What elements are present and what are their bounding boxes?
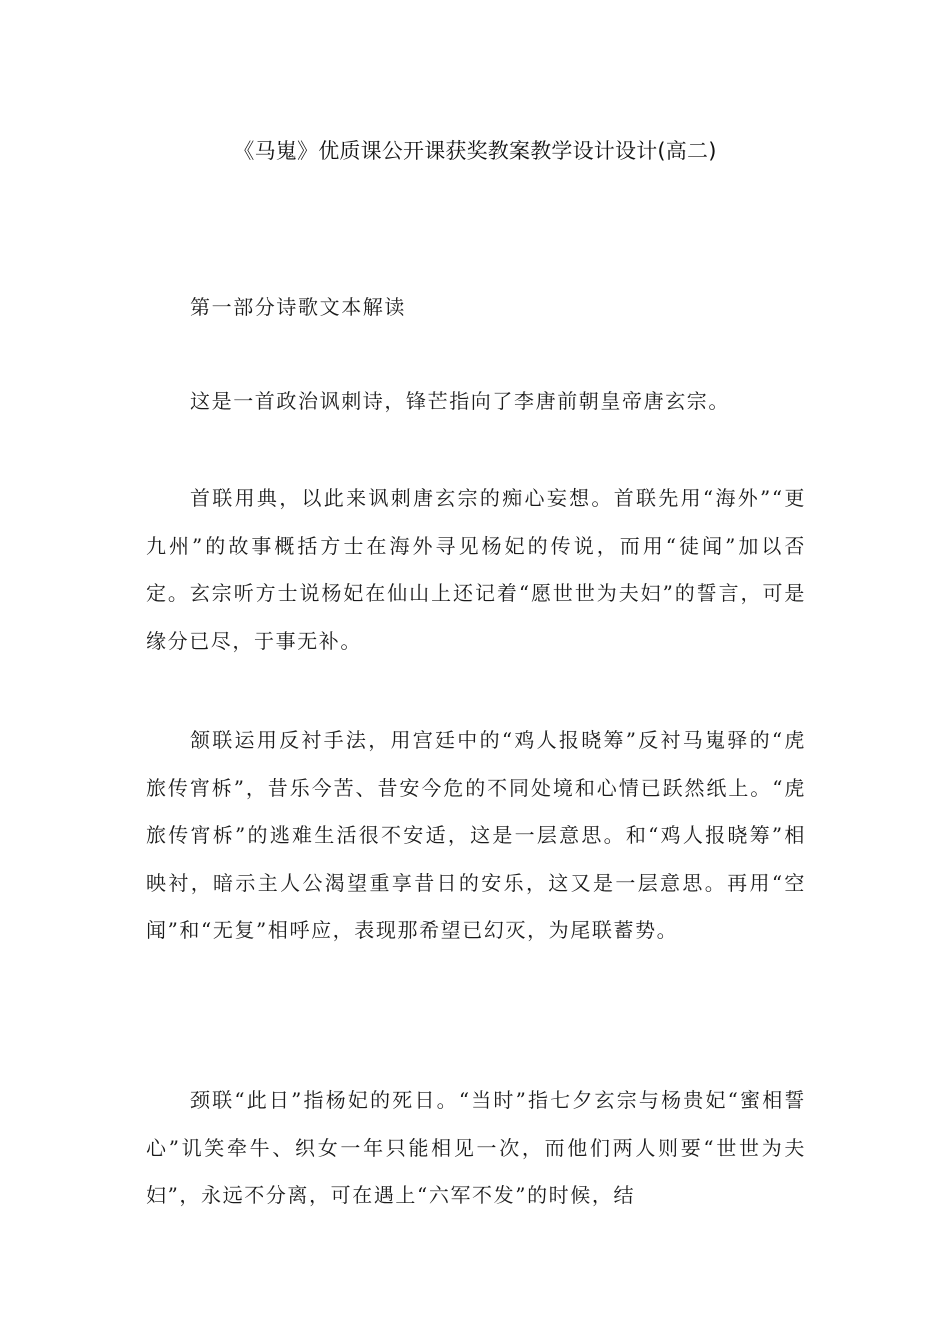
paragraph-third-couplet: 颈联“此日”指杨妃的死日。“当时”指七夕玄宗与杨贵妃“蜜相誓心”讥笑牵牛、织女一年只能相见一次，而他们两人则要“世世为夫妇”，永远不分离，可在遇上“六军不发”的时候，结	[146, 1088, 806, 1207]
paragraph-second-couplet: 颔联运用反衬手法，用宫廷中的“鸡人报晓筹”反衬马嵬驿的“虎旅传宵柝”，昔乐今苦、昔安今危的不同处境和心情已跃然纸上。“虎旅传宵柝”的逃难生活很不安适，这是一层意思。和“鸡人报晓筹”相映衬，暗示主人公渴望重享昔日的安乐，这又是一层意思。再用“空闻”和“无复”相呼应，表现那希望已幻灭，为尾联蓄势。	[146, 728, 806, 942]
document-title: 《马嵬》优质课公开课获奖教案教学设计设计(高二)	[233, 139, 717, 163]
section-heading: 第一部分诗歌文本解读	[190, 295, 406, 319]
paragraph-intro: 这是一首政治讽刺诗，锋芒指向了李唐前朝皇帝唐玄宗。	[190, 389, 730, 413]
paragraph-first-couplet: 首联用典，以此来讽刺唐玄宗的痴心妄想。首联先用“海外”“更九州”的故事概括方士在海外寻见杨妃的传说，而用“徒闻”加以否定。玄宗听方士说杨妃在仙山上还记着“愿世世为夫妇”的誓言，可是缘分已尽，于事无补。	[146, 486, 806, 653]
